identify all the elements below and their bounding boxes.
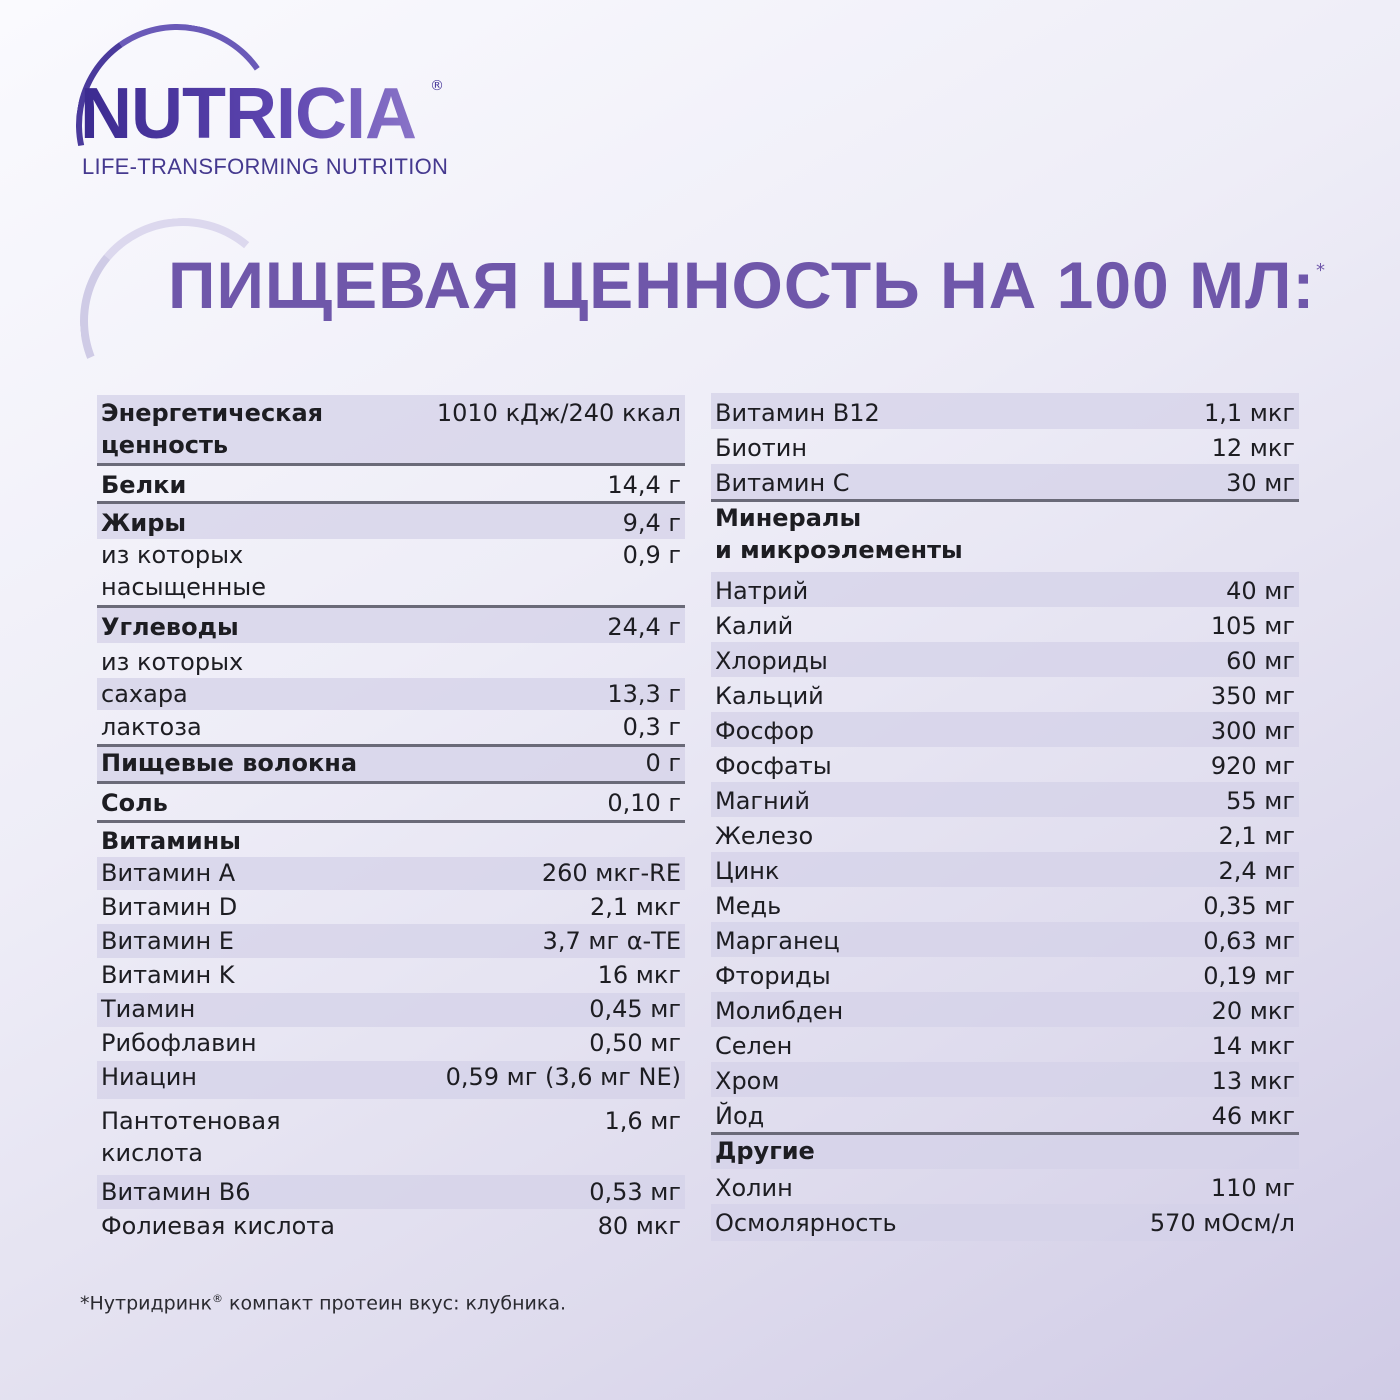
nutrient-name: Магний [715, 787, 810, 815]
nutrient-name: Ниацин [101, 1063, 197, 1091]
section-heading-row [97, 504, 685, 539]
nutrient-row [97, 993, 685, 1027]
nutrient-value: 2,4 мг [1218, 857, 1295, 885]
nutrient-value: 46 мкг [1211, 1102, 1295, 1130]
nutrient-value: 24,4 г [607, 613, 681, 641]
nutrient-name: Осмолярность [715, 1209, 897, 1237]
nutrient-value: 1,1 мкг [1203, 399, 1295, 427]
nutrient-row [711, 922, 1299, 957]
nutrient-name: Холин [715, 1174, 793, 1202]
nutrient-name: Фосфаты [715, 752, 832, 780]
footnote-star: * [80, 1292, 90, 1315]
nutrient-name: Витамин C [715, 469, 850, 497]
nutrient-value: 30 мг [1226, 469, 1295, 497]
nutrient-name: сахара [101, 680, 188, 708]
nutrient-name: Йод [715, 1102, 765, 1130]
nutrient-name: Другие [715, 1137, 815, 1165]
nutrient-row [711, 1027, 1299, 1062]
nutrient-name: Фториды [715, 962, 831, 990]
nutrient-value: 20 мкг [1211, 997, 1295, 1025]
nutrient-name: Натрий [715, 577, 809, 605]
nutrient-row [711, 957, 1299, 992]
nutrient-value: 13,3 г [607, 680, 681, 708]
logo-wordmark: NUTRICIA [80, 74, 416, 154]
footnote-registered-mark: ® [211, 1292, 223, 1305]
nutrient-name: Энергетическая ценность [101, 399, 324, 459]
nutrient-name: Жиры [101, 509, 187, 537]
nutrient-row [711, 607, 1299, 642]
nutrient-value: 1,6 мг [604, 1107, 681, 1135]
nutrient-row [711, 712, 1299, 747]
nutrient-name: Медь [715, 892, 782, 920]
nutrient-row [97, 1175, 685, 1209]
nutrient-value: 14 мкг [1211, 1032, 1295, 1060]
nutrient-name: Пантотеновая кислота [101, 1107, 281, 1167]
nutrient-name: Белки [101, 471, 187, 499]
nutrient-value: 0,59 мг (3,6 мг NE) [445, 1063, 681, 1091]
nutrient-name: Минералы и микроэлементы [715, 504, 963, 564]
nutrient-value: 12 мкг [1211, 434, 1295, 462]
nutrient-row [711, 393, 1299, 429]
nutrient-row [97, 1099, 685, 1175]
nutrient-row [711, 887, 1299, 922]
nutrient-value: 0,53 мг [589, 1178, 681, 1206]
section-heading-row [97, 747, 685, 784]
footnote-text: компакт протеин вкус: клубника. [222, 1292, 567, 1315]
nutrient-name: Марганец [715, 927, 840, 955]
nutrient-value: 105 мг [1210, 612, 1295, 640]
nutrient-name: Витамин B6 [101, 1178, 251, 1206]
logo-registered-mark: ® [430, 78, 444, 94]
nutrient-name: Молибден [715, 997, 844, 1025]
nutrient-row [97, 1209, 685, 1243]
nutrient-value: 14,4 г [607, 471, 681, 499]
nutrient-value: 920 мг [1210, 752, 1295, 780]
nutrient-value: 2,1 мкг [589, 893, 681, 921]
nutrient-value: 1010 кДж/240 ккал [436, 399, 681, 427]
nutrient-row [97, 539, 685, 608]
nutrient-row [711, 1097, 1299, 1135]
nutrient-row [97, 958, 685, 993]
nutrient-name: Витамины [101, 827, 241, 855]
nutrition-table-left [97, 395, 685, 1243]
nutrient-row [97, 643, 685, 678]
nutrient-name: лактоза [101, 713, 202, 741]
nutrient-name: из которых насыщенные [101, 541, 267, 601]
nutrient-row [97, 710, 685, 747]
nutrient-name: Углеводы [101, 613, 239, 641]
nutrient-name: Витамин K [101, 961, 235, 989]
nutrient-value: 0 г [645, 749, 681, 777]
section-heading-row [97, 466, 685, 504]
nutrient-value: 300 мг [1210, 717, 1295, 745]
section-heading-row [97, 823, 685, 857]
nutrient-row [711, 677, 1299, 712]
nutrient-row [711, 1204, 1299, 1241]
nutrient-value: 40 мг [1226, 577, 1295, 605]
nutrient-value: 55 мг [1226, 787, 1295, 815]
nutrient-row [711, 642, 1299, 677]
section-heading-row [711, 1135, 1299, 1169]
nutrient-value: 60 мг [1226, 647, 1295, 675]
nutrient-name: Витамин B12 [715, 399, 880, 427]
nutrient-value: 0,63 мг [1203, 927, 1295, 955]
nutrient-row [97, 678, 685, 710]
nutrient-name: Витамин E [101, 927, 234, 955]
nutrient-row [97, 1061, 685, 1099]
nutrient-value: 0,3 г [622, 713, 681, 741]
nutrient-name: Кальций [715, 682, 824, 710]
nutrient-name: Фолиевая кислота [101, 1212, 335, 1240]
title-footnote-mark: * [1316, 260, 1325, 281]
nutrient-name: Хром [715, 1067, 780, 1095]
section-heading-row [97, 395, 685, 466]
nutrient-row [711, 782, 1299, 817]
nutricia-logo [80, 74, 449, 179]
nutrient-name: Пищевые волокна [101, 749, 358, 777]
nutrient-value: 0,9 г [622, 541, 681, 569]
nutrient-row [711, 429, 1299, 464]
logo-tagline: LIFE-TRANSFORMING NUTRITION [82, 154, 449, 179]
nutrient-name: Селен [715, 1032, 793, 1060]
nutrient-value: 3,7 мг α-TE [542, 927, 681, 955]
nutrient-name: Витамин A [101, 859, 236, 887]
nutrient-name: Железо [715, 822, 814, 850]
nutrient-value: 80 мкг [597, 1212, 681, 1240]
nutrient-row [97, 1027, 685, 1061]
nutrient-value: 0,35 мг [1203, 892, 1295, 920]
nutrient-value: 9,4 г [622, 509, 681, 537]
nutrient-name: Фосфор [715, 717, 814, 745]
nutrient-row [97, 857, 685, 890]
nutrient-value: 2,1 мг [1218, 822, 1295, 850]
footnote-product: Нутридринк [89, 1292, 212, 1315]
nutrient-row [711, 852, 1299, 887]
nutrient-name: Тиамин [101, 995, 196, 1023]
nutrient-row [97, 890, 685, 924]
nutrient-value: 260 мкг-RE [541, 859, 681, 887]
nutrient-value: 570 мОсм/л [1149, 1209, 1295, 1237]
nutrient-value: 110 мг [1210, 1174, 1295, 1202]
nutrient-name: Калий [715, 612, 794, 640]
nutrient-name: Витамин D [101, 893, 238, 921]
nutrient-name: Хлориды [715, 647, 828, 675]
nutrient-name: Рибофлавин [101, 1029, 257, 1057]
nutrient-row [711, 747, 1299, 782]
nutrient-row [97, 924, 685, 958]
nutrient-value: 350 мг [1210, 682, 1295, 710]
nutrient-value: 16 мкг [597, 961, 681, 989]
nutrition-table-right [711, 393, 1299, 1241]
nutrient-name: Цинк [715, 857, 780, 885]
nutrient-value: 0,50 мг [589, 1029, 681, 1057]
nutrient-row [711, 1169, 1299, 1204]
nutrient-value: 0,45 мг [589, 995, 681, 1023]
nutrient-row [711, 817, 1299, 852]
section-heading-row [711, 502, 1299, 572]
nutrient-value: 13 мкг [1211, 1067, 1295, 1095]
section-heading-row [97, 784, 685, 823]
nutrient-value: 0,19 мг [1203, 962, 1295, 990]
page-title: ПИЩЕВАЯ ЦЕННОСТЬ НА 100 МЛ: [168, 248, 1316, 322]
nutrient-row [711, 464, 1299, 502]
nutrient-row [711, 1062, 1299, 1097]
footnote [80, 1292, 566, 1314]
nutrient-name: Соль [101, 789, 168, 817]
nutrient-name: Биотин [715, 434, 808, 462]
nutrient-row [711, 992, 1299, 1027]
nutrient-name: из которых [101, 648, 244, 676]
nutrient-value: 0,10 г [607, 789, 681, 817]
section-heading-row [97, 608, 685, 643]
nutrient-row [711, 572, 1299, 607]
